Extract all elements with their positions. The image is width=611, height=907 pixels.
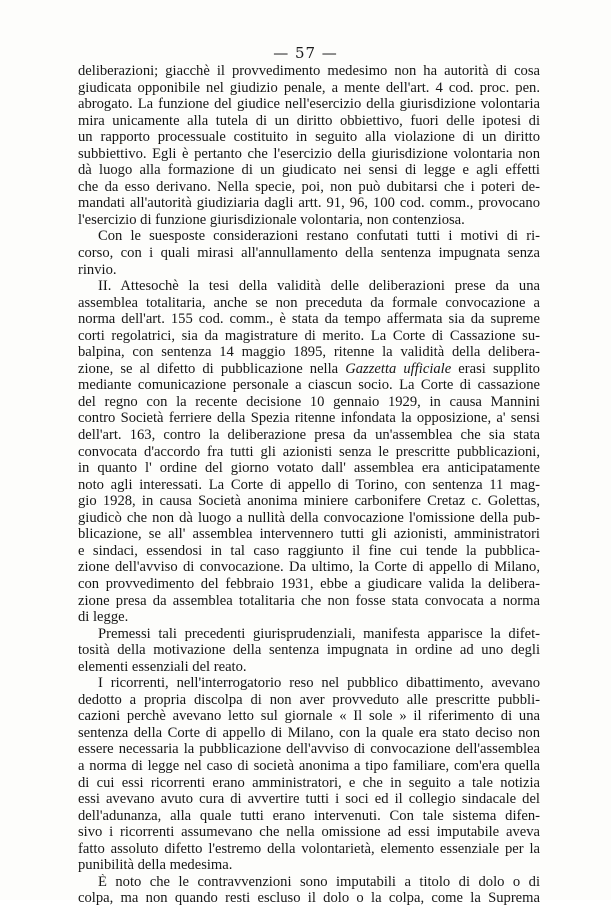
text-line: essere necessaria la pubblicazione dell'avviso di convocazione dell'assemblea (78, 741, 540, 758)
text-segment: zione, se al difetto di pubblicazione nella (78, 360, 346, 377)
text-line: elementi essenziali del reato. (78, 658, 247, 675)
paragraph-3 (78, 278, 540, 625)
text-line: I ricorrenti, nell'interrogatorio reso nel pubblico dibattimento, avevano (98, 675, 540, 692)
text-line: abrogato. La funzione del giudice nell'esercizio della giurisdizione volontaria (78, 96, 540, 113)
text-line: l'esercizio di funzione giurisdizionale volontaria, non contenziosa. (78, 211, 465, 228)
text-line: gio 1928, in causa Società anonima miniere carbonifere Cretaz c. Golettas, (78, 493, 540, 510)
text-line: in quanto l' ordine del giorno votato dall' assemblea era anticipatamente (78, 460, 540, 477)
text-line: corti regolatrici, sia da magistrature di merito. La Corte di Cassazione su- (78, 327, 540, 344)
text-line: zione presa da assemblea totalitaria che non fosse stata convocata a norma (78, 592, 540, 609)
text-line: essi avevano avuto cura di avvertire tutti i soci ed il collegio sindacale del (78, 791, 540, 808)
text-line: balpina, con sentenza 14 maggio 1895, ritenne la validità della delibera- (78, 344, 540, 361)
text-line: blicazione, se all' assemblea intervennero tutti gli azionisti, amministratori (78, 526, 540, 543)
text-line: corso, con i quali mirasi all'annullamento della sentenza impugnata senza (78, 245, 540, 262)
text-line: di legge. (78, 609, 129, 626)
text-line: fatto assoluto difetto l'estremo della volontarietà, elemento essenziale per la (78, 840, 540, 857)
text-line: punibilità della medesima. (78, 857, 233, 874)
paragraph-6 (78, 874, 540, 907)
text-line: contro Società ferriere della Spezia ritenne infondata la opposizione, a' sensi (78, 410, 540, 427)
text-line: assemblea totalitaria, anche se non preceduta da formale convocazione a (78, 294, 540, 311)
text-line: noto agli interessati. La Corte di appello di Torino, con sentenza 11 mag- (78, 476, 540, 493)
text-line: Premessi tali precedenti giurisprudenziali, manifesta apparisce la difet- (98, 625, 540, 642)
text-line: a norma di legge nel caso di società anonima a tipo familiare, com'era quella (78, 757, 540, 774)
text-line: del regno con la recente decisione 10 gennaio 1929, in causa Mannini (78, 393, 540, 410)
text-line: dà luogo alla formazione di un giudicato nei sensi di legge e agli effetti (78, 162, 540, 179)
paragraph-4 (78, 626, 540, 676)
text-line: colpa, ma non quando resti escluso il dolo o la colpa, come la Suprema (78, 890, 540, 907)
text-line: sentenza della Corte di appello di Milano, con la quale era stato deciso non (78, 724, 540, 741)
text-line: con provvedimento del febbraio 1931, ebbe a giudicare valida la delibera- (78, 575, 540, 592)
text-line: mediante comunicazione personale a ciascun socio. La Corte di cassazione (78, 377, 540, 394)
text-line: giudicata opponibile nel giudizio penale, a mente dell'art. 4 cod. proc. pen. (78, 79, 540, 96)
text-line: cazioni perchè avevano letto sul giornale « Il sole » il riferimento di una (78, 708, 540, 725)
text-line: e sindaci, essendosi in tal caso raggiunto il fine cui tende la pubblica- (78, 542, 540, 559)
page-number: — 57 — (273, 44, 338, 62)
text-line: subbiettivo. Egli è pertanto che l'esercizio della giurisdizione volontaria non (78, 145, 540, 162)
text-line: norma dell'art. 155 cod. comm., è stata da tempo affermata sia da supreme (78, 311, 540, 328)
text-line: dell'art. 163, contro la deliberazione presa da un'assemblea che sia stata (78, 427, 540, 444)
text-line: rinvio. (78, 261, 117, 278)
text-line: dedotto a propria discolpa di non aver provveduto alle prescritte pubbli- (78, 691, 540, 708)
text-line: mandati all'autorità giudiziaria dagli artt. 91, 96, 100 cod. comm., provocano (78, 195, 540, 212)
text-line: II. Attesochè la tesi della validità delle deliberazioni prese da una (98, 278, 540, 295)
body-text (78, 63, 540, 907)
text-line: deliberazioni; giacchè il provvedimento medesimo non ha autorità di cosa (78, 63, 540, 79)
text-line: che da esso derivano. Nella specie, poi, non può dubitarsi che i poteri de- (78, 178, 540, 195)
text-line: un rapporto processuale costituito in seguito alla violazione di un diritto (78, 129, 540, 146)
text-line: convocata d'accordo fra tutti gli azionisti senza le prescritte pubblicazioni, (78, 443, 540, 460)
text-line: giudicò che non dà luogo a nullità della convocazione l'omissione della pub- (78, 509, 540, 526)
text-line: mira unicamente alla tutela di un diritto obbiettivo, fuori delle ipotesi di (78, 112, 540, 129)
text-line-gazzetta (78, 361, 540, 378)
text-line: zione dell'avviso di convocazione. Da ultimo, la Corte di appello di Milano, (78, 559, 540, 576)
text-segment: erasi supplito (451, 360, 540, 377)
text-line: di cui essi ricorrenti erano amministratori, e che in seguito a tale notizia (78, 774, 540, 791)
paragraph-1 (78, 63, 540, 228)
gazzetta-title: Gazzetta ufficiale (345, 360, 452, 377)
paragraph-2 (78, 228, 540, 278)
text-line: Con le suesposte considerazioni restano confutati tutti i motivi di ri- (98, 228, 540, 245)
text-line: dell'adunanza, alla quale tutti erano intervenuti. Con tale sistema difen- (78, 807, 540, 824)
text-line: tosità della motivazione della sentenza impugnata in ordine ad uno degli (78, 642, 540, 659)
paragraph-5 (78, 675, 540, 874)
text-line: È noto che le contravvenzioni sono imputabili a titolo di dolo o di (98, 873, 540, 890)
text-line: sivo i ricorrenti assumevano che nella omissione ad essi imputabile aveva (78, 824, 540, 841)
